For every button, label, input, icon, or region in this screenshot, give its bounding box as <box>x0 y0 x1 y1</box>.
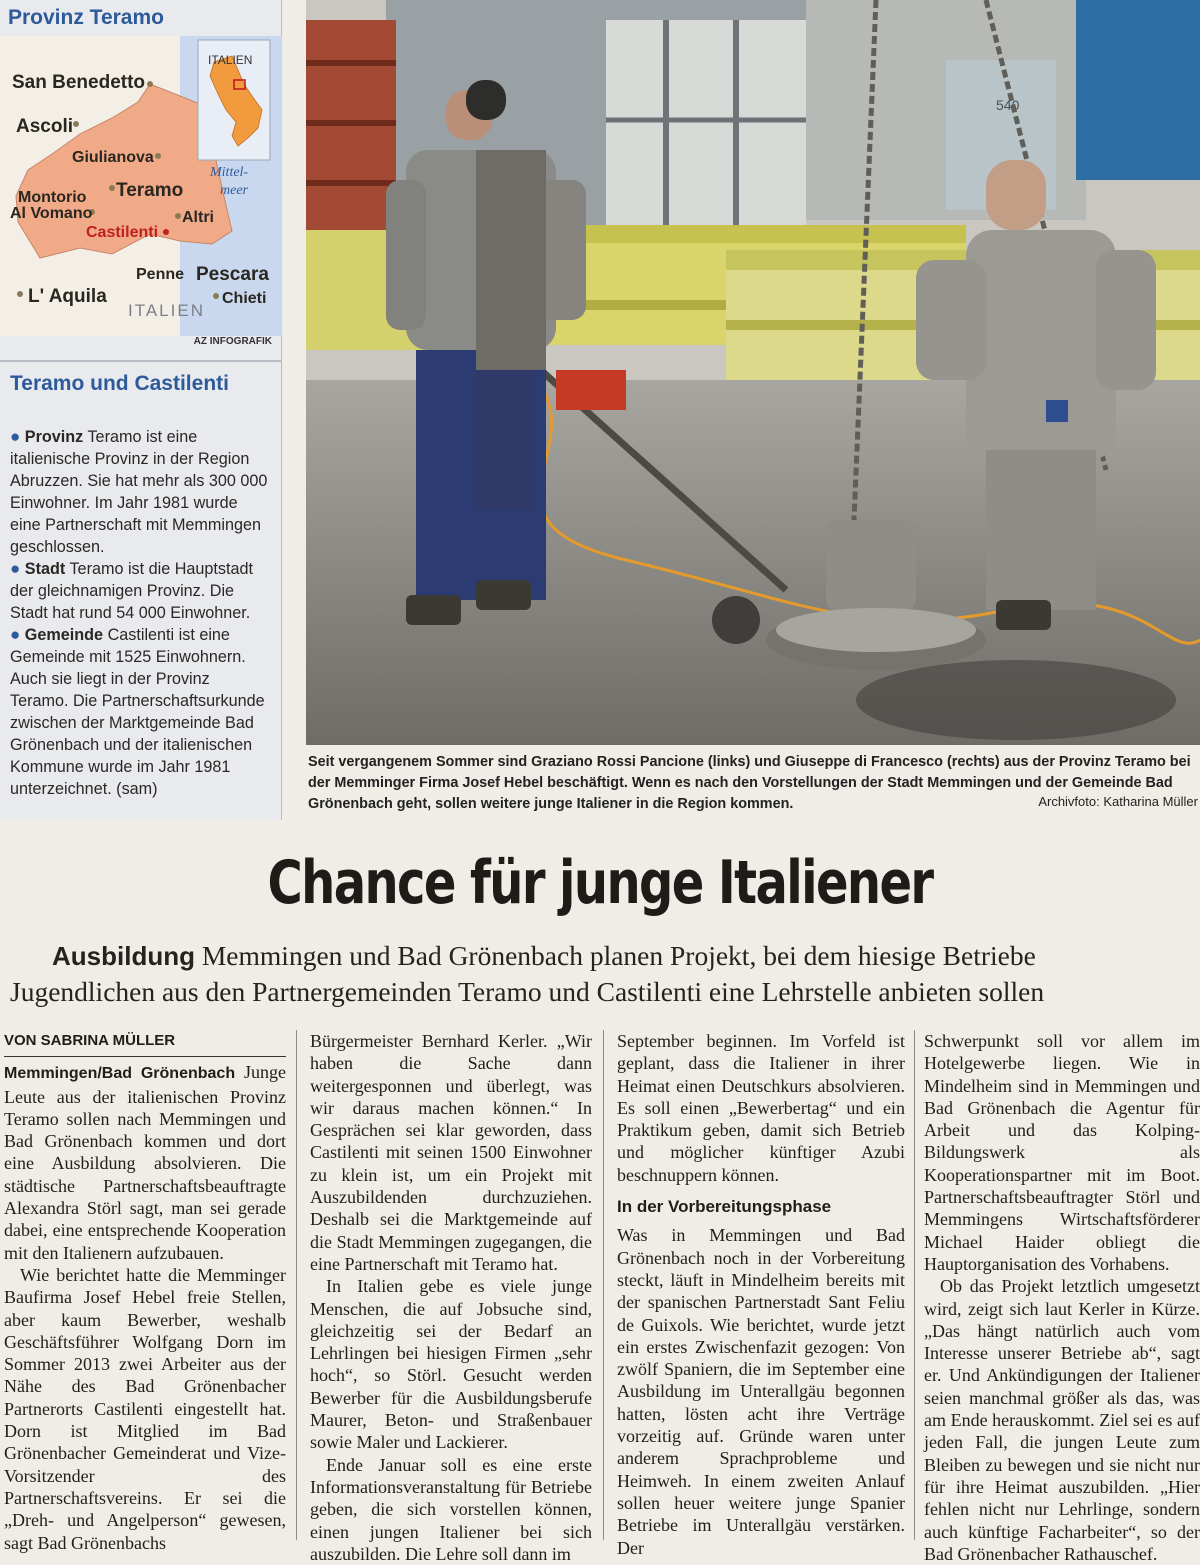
paragraph <box>4 1061 286 1264</box>
fact-item <box>10 558 272 624</box>
province-map <box>0 36 282 336</box>
article-column-3 <box>617 1030 905 1559</box>
fact-item <box>10 624 272 800</box>
article-photo <box>306 0 1200 745</box>
inset-label: ITALIEN <box>208 53 253 67</box>
dot-altri <box>175 213 181 219</box>
paragraph-text: Junge Leute aus der italienischen Provinz Teramo sollen nach Memmingen und Bad Grönenbach kommen und dort eine Ausbildung absolvieren. Die städtische Partnerschaftsbeauftragte Alexandra Störl sagt, man sei gerade dabei, eine entsprechende Kooperation mit den Italienern aufzubauen. <box>4 1062 286 1263</box>
deck-line-1 <box>10 938 1200 974</box>
fact-text: Castilenti ist eine Gemeinde mit 1525 Einwohnern. Auch sie liegt in der Provinz Teramo. Die Partnerschaftsurkunde zwischen der Marktgemeinde Bad Grönenbach und der italienischen Kommune wurde im Jahr 1981 unterzeichnet. (sam) <box>10 626 265 798</box>
bullet-icon: ● <box>10 427 21 446</box>
dot-ascoli <box>73 121 79 127</box>
dot-castilenti <box>163 229 169 235</box>
city-giulianova: Giulianova <box>72 149 154 166</box>
fact-keyword: Stadt <box>24 560 66 578</box>
city-pescara: Pescara <box>196 264 269 285</box>
fact-item <box>10 426 272 558</box>
dot-chieti <box>213 293 219 299</box>
region-label: ITALIEN <box>128 301 205 320</box>
map-infographic <box>0 0 282 362</box>
article-deck <box>10 938 1200 1010</box>
city-san-benedetto: San Benedetto <box>12 72 146 93</box>
map-title: Provinz Teramo <box>8 6 164 29</box>
paragraph: In Italien gebe es viele junge Menschen, die auf Jobsuche sind, gleichzeitig sei der Bedarf an Lehrlingen bei hiesigen Firmen „sehr hoch“, so Störl. Gesucht werden Bewerber für die Ausbildungsberufe Maurer, Beton- und Straßenbauer sowie Maler und Lackierer. <box>310 1276 592 1453</box>
article-column-1 <box>4 1030 286 1554</box>
dot-teramo <box>109 185 115 191</box>
map-credit: AZ INFOGRAFIK <box>193 336 272 347</box>
city-altri: Altri <box>182 209 214 226</box>
fact-text: Teramo ist eine italienische Provinz in der Region Abruzzen. Sie hat mehr als 300 000 Einwohner. Im Jahr 1981 wurde eine Partnerschaft mit Memmingen geschlossen. <box>10 428 268 556</box>
paragraph: Schwerpunkt soll vor allem im Hotelgewerbe liegen. Wie in Mindelheim sind in Memmingen und Bad Grönenbach die Agentur für Arbeit und das Kolping-Bildungswerk als Kooperationspartner mit im Boot. Partnerschaftsbeauftragter Störl und Memmingens Wirtschaftsförderer Michael Haider obliegt die Hauptorganisation des Vorhabens. <box>924 1031 1200 1274</box>
fact-keyword: Provinz <box>24 428 84 446</box>
column-divider <box>296 1030 297 1540</box>
sidebar-infobox <box>0 0 282 820</box>
dot-laquila <box>17 291 23 297</box>
facts-title: Teramo und Castilenti <box>10 372 229 395</box>
city-teramo: Teramo <box>116 180 184 201</box>
deck-lead: Ausbildung <box>52 941 195 971</box>
bullet-icon: ● <box>10 559 21 578</box>
paragraph: September beginnen. Im Vorfeld ist geplant, dass die Italiener in ihrer Heimat einen Deutschkurs absolvieren. Es soll einen „Bewerbertag“ und ein Praktikum geben, damit sich Betrieb und möglicher künftiger Azubi beschnuppern können. <box>617 1031 905 1185</box>
facts-body <box>10 426 272 800</box>
column-divider <box>914 1030 915 1540</box>
city-laquila: L' Aquila <box>28 286 107 307</box>
photo-credit: Archivfoto: Katharina Müller <box>1038 794 1198 809</box>
byline: VON SABRINA MÜLLER <box>4 1030 286 1057</box>
sea-label-1: Mittel- <box>210 165 249 180</box>
paragraph: Bürgermeister Bernhard Kerler. „Wir haben die Sache dann weitergesponnen und überlegt, was wir daraus machen können.“ In Gesprächen sei klar geworden, dass Castilenti mit seinen 1500 Einwohner zu klein ist, um ein Projekt mit Auszubildenden durchzuziehen. Deshalb sei die Marktgemeinde auf die Stadt Memmingen zugegangen, die eine Partnerschaft mit Teramo hat. <box>310 1031 592 1274</box>
dot-giulianova <box>155 153 161 159</box>
paragraph: Ende Januar soll es eine erste Informationsveranstaltung für Betriebe geben, die sich vorstellen können, einen jungen Italiener bei sich auszubilden. Die Lehre soll dann im <box>310 1454 592 1564</box>
facts-box <box>0 366 282 820</box>
section-subhead: In der Vorbereitungsphase <box>617 1197 832 1217</box>
article-column-4 <box>924 1030 1200 1565</box>
column-divider <box>603 1030 604 1540</box>
bullet-icon: ● <box>10 625 21 644</box>
paragraph: Wie berichtet hatte die Memminger Baufirma Josef Hebel freie Stellen, aber kaum Bewerber, weshalb Geschäftsführer Wolfgang Dorn im Sommer 2013 zwei Arbeiter aus der Nähe des Bad Grönenbacher Partnerorts Castilenti eingestellt hat. Dorn ist Mitglied im Bad Grönenbacher Gemeinderat und Vize-Vorsitzender des Partnerschaftsvereins. Er sei die „Dreh- und Angelperson“ gewesen, sagt Bad Grönenbachs <box>4 1264 286 1553</box>
city-montorio: Montorio <box>18 189 87 206</box>
photo-illustration <box>306 0 1200 745</box>
city-penne: Penne <box>136 266 185 283</box>
deck-text-1: Memmingen und Bad Grönenbach planen Projekt, bei dem hiesige Betriebe <box>201 940 1036 971</box>
fact-text: Teramo ist die Hauptstadt der gleichnamigen Provinz. Die Stadt hat rund 54 000 Einwohner. <box>10 560 254 622</box>
article-headline: Chance für junge Italiener <box>267 848 933 918</box>
city-al-vomano: Al Vomano <box>10 205 93 222</box>
article-column-2 <box>310 1030 592 1565</box>
paragraph: Ob das Projekt letztlich umgesetzt wird, zeigt sich laut Kerler in Kürze. „Das hängt natürlich auch vom Interesse unserer Betriebe ab“, sagt er. Und Ankündigungen der Italiener seien manchmal größer als das, was am Ende herauskommt. Ziel sei es auf jeden Fall, die jungen Leute zum Bleiben zu bewegen und sie nicht nur für ihre Heimat auszubilden. „Hier fehlen nicht nur Lehrlinge, sondern auch künftige Facharbeiter“, so der Bad Grönenbacher Rathauschef. <box>924 1276 1200 1564</box>
photo-sign-number: 540 <box>996 97 1020 113</box>
photo-caption: Seit vergangenem Sommer sind Graziano Rossi Pancione (links) und Giuseppe di Francesco (rechts) aus der Provinz Teramo bei der Memminger Firma Josef Hebel beschäftigt. Wenn es nach den Vorstellungen der Stadt Memmingen und der Gemeinde Bad Grönenbach geht, sollen weitere junge Italiener in die Region kommen. <box>308 754 1191 812</box>
city-ascoli: Ascoli <box>16 116 74 137</box>
fact-keyword: Gemeinde <box>24 626 104 644</box>
paragraph: Was in Memmingen und Bad Grönenbach noch in der Vorbereitung steckt, läuft in Mindelheim bereits mit der spanischen Partnerstadt Sant Feliu de Guixols. Wie berichtet, wurde jetzt ein erstes Zwischenfazit gezogen: Von zwölf Spaniern, die im September eine Ausbildung im Unterallgäu begonnen hatten, lösten acht ihre Verträge vorzeitig auf. Gründe waren unter anderem Sprachprobleme und Heimweh. In einem zweiten Anlauf sollen heuer weitere junge Spanier Betriebe im Unterallgäu verstärken. Der <box>617 1225 905 1558</box>
dot-san-benedetto <box>147 81 153 87</box>
dateline: Memmingen/Bad Grönenbach <box>4 1065 236 1083</box>
city-castilenti: Castilenti <box>86 224 159 241</box>
sea-label-2: meer <box>220 183 248 198</box>
city-chieti: Chieti <box>222 290 267 307</box>
deck-line-2: Jugendlichen aus den Partnergemeinden Teramo und Castilenti eine Lehrstelle anbieten sollen <box>10 976 1045 1007</box>
